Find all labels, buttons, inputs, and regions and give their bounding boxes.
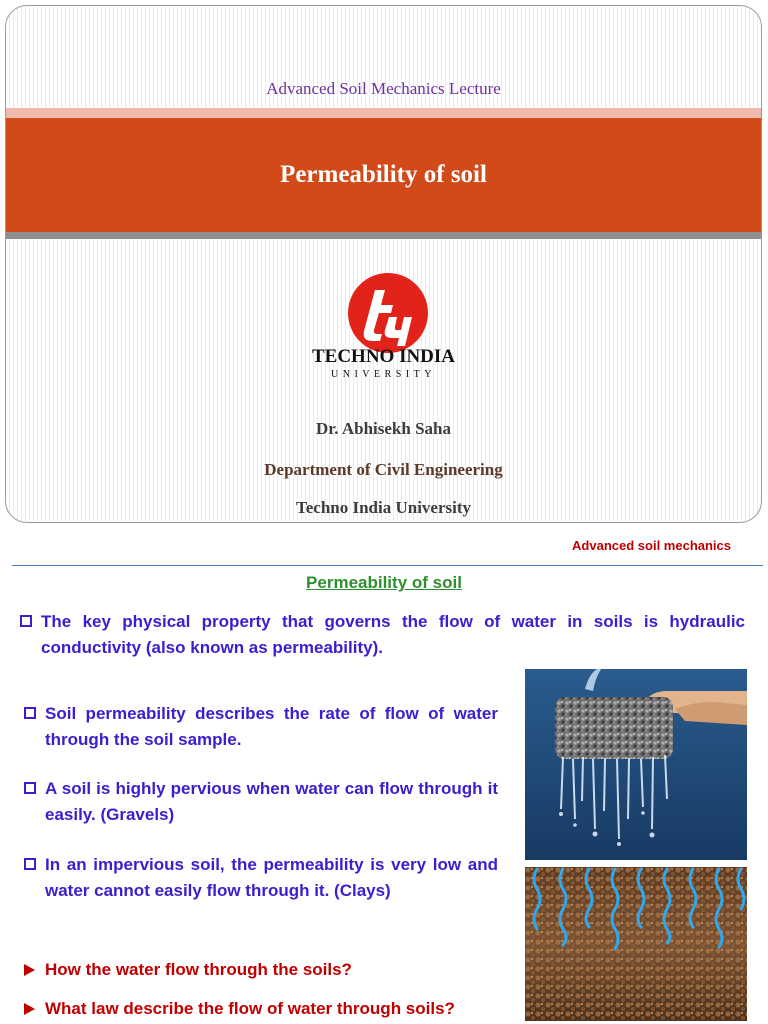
slide-heading: Permeability of soil [306, 573, 462, 592]
accent-strip [6, 108, 761, 118]
arrow-bullet-icon [24, 1003, 35, 1015]
gravel-block-water-photo [525, 669, 747, 860]
question-text: How the water flow through the soils? [45, 960, 352, 979]
bullet-item [24, 852, 498, 904]
checkbox-bullet-icon [24, 858, 36, 870]
header-rule [12, 565, 763, 566]
divider-strip [6, 232, 761, 239]
bullet-text: In an impervious soil, the permeability is very low and water cannot easily flow through it. (Clays) [45, 855, 498, 900]
checkbox-bullet-icon [24, 782, 36, 794]
checkbox-bullet-icon [20, 615, 32, 627]
title-slide [5, 5, 762, 523]
soil-seepage-photo [525, 867, 747, 1021]
bullet-text: Soil permeability describes the rate of flow of water through the soil sample. [45, 704, 498, 749]
bullet-text: The key physical property that governs the flow of water in soils is hydraulic conductivity (also known as permeability). [41, 612, 745, 657]
question-item [24, 999, 455, 1019]
lecture-series-title: Advanced Soil Mechanics Lecture [266, 79, 501, 98]
department-name: Department of Civil Engineering [264, 460, 503, 479]
slide-title: Permeability of soil [280, 161, 487, 188]
logo-subtitle: UNIVERSITY [331, 369, 436, 380]
author-name: Dr. Abhisekh Saha [316, 419, 451, 438]
course-header: Advanced soil mechanics [572, 538, 731, 553]
bullet-item [20, 609, 745, 661]
question-item [24, 960, 352, 980]
university-logo-icon [345, 270, 431, 356]
logo-wordmark: TECHNO INDIA [311, 346, 456, 367]
bullet-item [24, 701, 498, 753]
bullet-text: A soil is highly pervious when water can flow through it easily. (Gravels) [45, 779, 498, 824]
checkbox-bullet-icon [24, 707, 36, 719]
title-band [6, 118, 761, 232]
university-name: Techno India University [295, 498, 472, 517]
arrow-bullet-icon [24, 964, 35, 976]
bullet-item [24, 776, 498, 828]
question-text: What law describe the flow of water through soils? [45, 999, 455, 1018]
